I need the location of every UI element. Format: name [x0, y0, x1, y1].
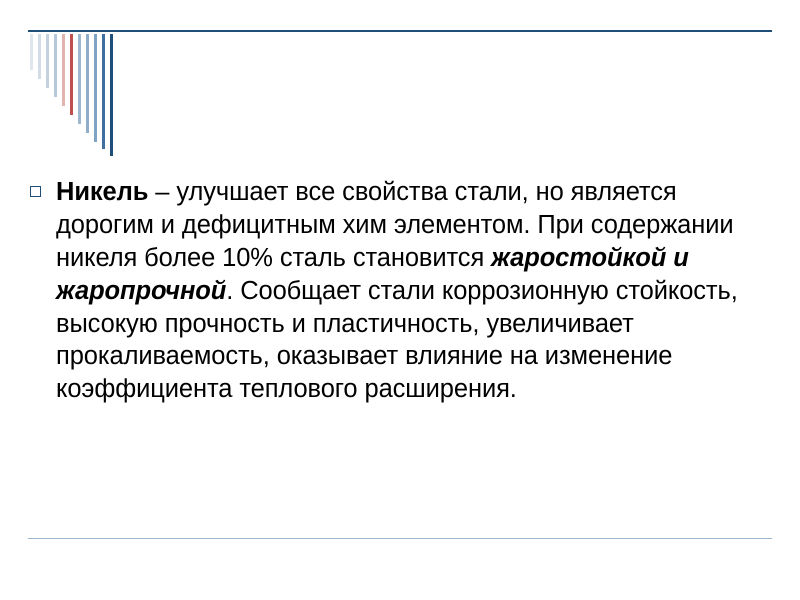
decor-bar-6 — [78, 34, 81, 124]
bottom-divider — [28, 538, 772, 539]
decor-bar-8 — [94, 34, 97, 142]
decor-bar-7 — [86, 34, 89, 133]
decor-bar-4 — [62, 34, 65, 106]
decor-bar-1 — [38, 34, 41, 79]
paragraph-lead-term: Никель — [56, 178, 149, 206]
bullet-paragraph — [56, 176, 770, 406]
decor-bar-2 — [46, 34, 49, 88]
paragraph-part-two: . Сообщает стали коррозионную стойкость, высокую прочность и пластичность, увеличивает прокаливаемость, оказывает влияние на изменение коэффициента теплового расширения. — [56, 276, 738, 404]
decor-bar-0 — [30, 34, 33, 70]
square-bullet-icon — [30, 186, 41, 197]
decor-bar-3 — [54, 34, 57, 97]
slide-body — [30, 176, 770, 406]
bullet-item — [30, 176, 770, 406]
top-divider — [28, 30, 772, 32]
decor-bar-10 — [110, 34, 113, 156]
paragraph-part-one: – улучшает все свойства стали, но является дорогим и дефицитным хим элементом. При содержании никеля более 10% сталь становится — [56, 178, 734, 272]
paragraph-emphasis: жаростойкой и жаропрочной — [56, 243, 689, 305]
decorative-bar-cluster — [30, 34, 150, 154]
decor-bar-9 — [102, 34, 105, 149]
decor-bar-5 — [70, 34, 73, 115]
